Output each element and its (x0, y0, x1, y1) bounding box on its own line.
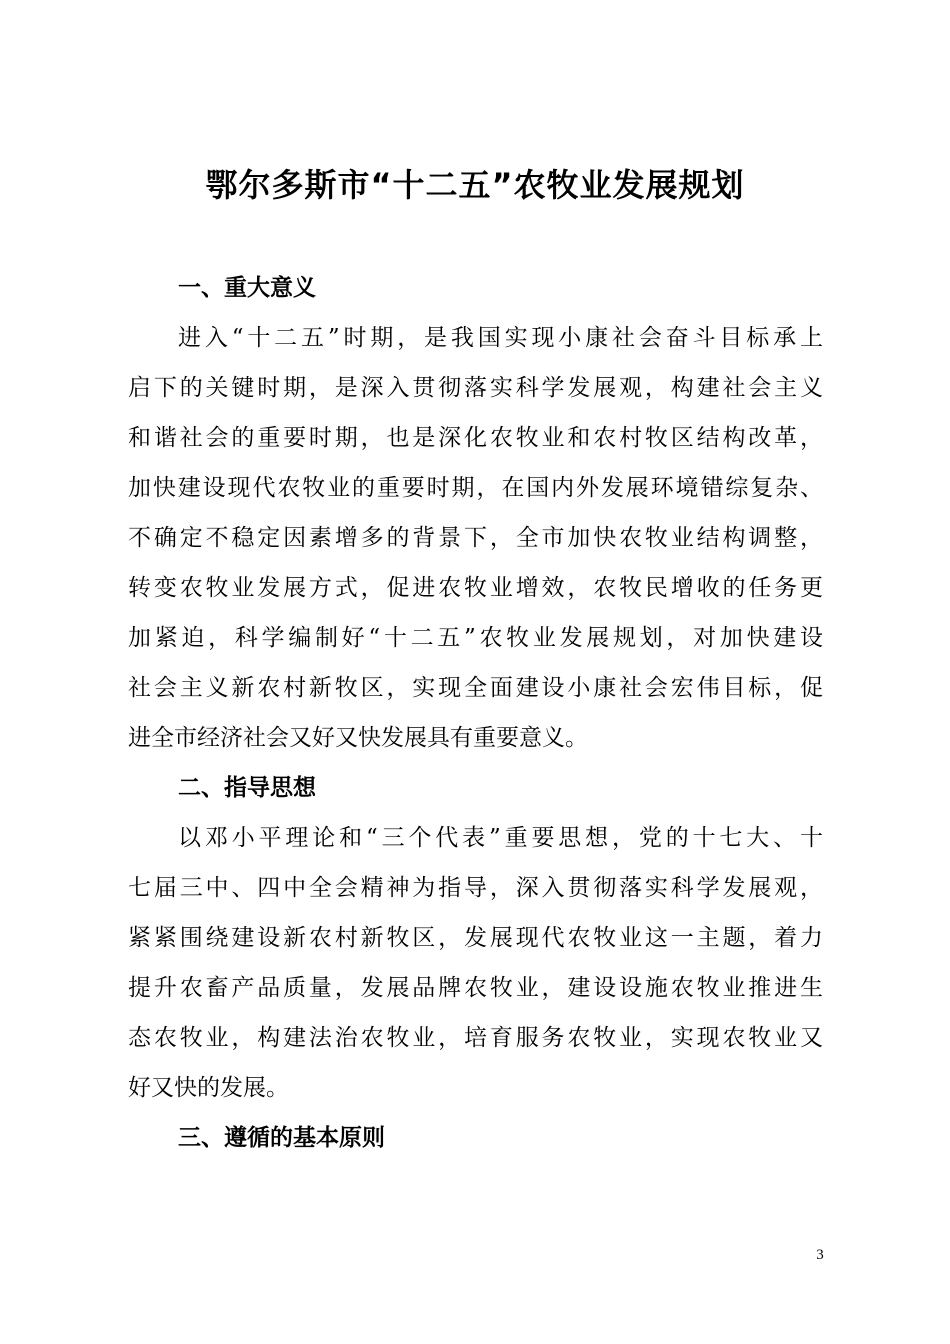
paragraph-line: 加快建设现代农牧业的重要时期，在国内外发展环境错综复杂、 (128, 475, 823, 501)
paragraph-line: 转变农牧业发展方式，促进农牧业增效，农牧民增收的任务更 (128, 575, 823, 601)
paragraph-line: 好又快的发展。 (128, 1075, 289, 1101)
paragraph-line: 态农牧业，构建法治农牧业，培育服务农牧业，实现农牧业又 (128, 1025, 823, 1051)
paragraph-line: 进全市经济社会又好又快发展具有重要意义。 (128, 725, 588, 751)
paragraph-line: 不确定不稳定因素增多的背景下，全市加快农牧业结构调整， (128, 525, 823, 551)
paragraph-line: 启下的关键时期，是深入贯彻落实科学发展观，构建社会主义 (128, 375, 823, 401)
page-number: 3 (816, 1247, 824, 1263)
paragraph-line: 以邓小平理论和“三个代表”重要思想，党的十七大、十 (178, 825, 823, 851)
section-heading-basic-principles: 三、遵循的基本原则 (178, 1125, 385, 1151)
paragraph-line: 和谐社会的重要时期，也是深化农牧业和农村牧区结构改革， (128, 425, 823, 451)
section-heading-significance: 一、重大意义 (178, 275, 316, 301)
paragraph-line: 紧紧围绕建设新农村新牧区，发展现代农牧业这一主题，着力 (128, 925, 823, 951)
paragraph-line: 七届三中、四中全会精神为指导，深入贯彻落实科学发展观， (128, 875, 823, 901)
document-title: 鄂尔多斯市“十二五”农牧业发展规划 (205, 166, 745, 204)
paragraph-line: 提升农畜产品质量，发展品牌农牧业，建设设施农牧业推进生 (128, 975, 823, 1001)
paragraph-line: 加紧迫，科学编制好“十二五”农牧业发展规划，对加快建设 (128, 625, 823, 651)
paragraph-line: 进入“十二五”时期，是我国实现小康社会奋斗目标承上 (178, 325, 823, 351)
paragraph-line: 社会主义新农村新牧区，实现全面建设小康社会宏伟目标，促 (128, 675, 823, 701)
section-heading-guiding-thought: 二、指导思想 (178, 775, 316, 801)
